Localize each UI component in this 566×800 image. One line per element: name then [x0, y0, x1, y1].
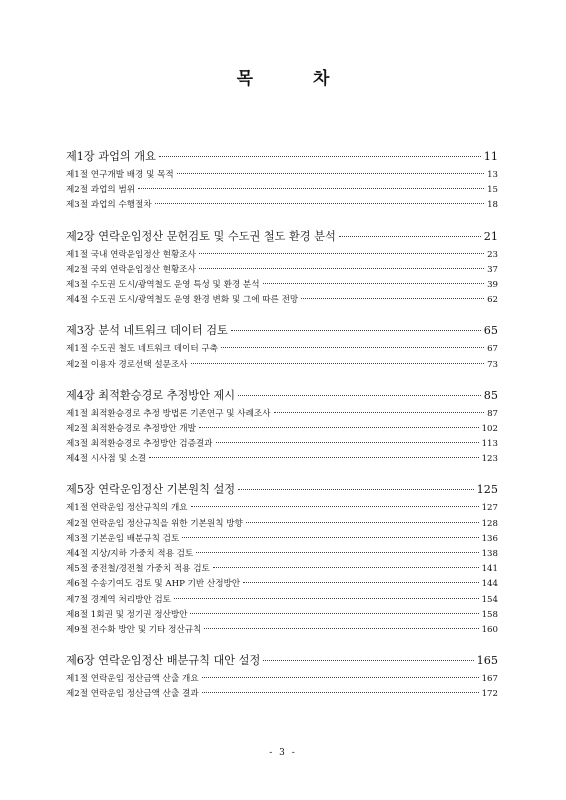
toc-section-entry[interactable]: [66, 623, 498, 638]
toc-section-page: 141: [481, 564, 498, 575]
toc-section-page: 102: [481, 423, 498, 434]
toc-section-entry[interactable]: [66, 577, 498, 592]
toc-section-entry[interactable]: [66, 532, 498, 547]
toc-section-title: 제2절 국외 연락운임정산 현황조사: [66, 264, 196, 275]
toc-section-title: 제9절 전수화 방안 및 기타 정산규칙: [66, 624, 202, 635]
toc-section-title: 제1절 연락운임 정산규칙의 개요: [66, 503, 188, 514]
dot-leader: [216, 442, 479, 443]
toc-section-entry[interactable]: [66, 183, 498, 198]
dot-leader: [174, 598, 479, 599]
toc-section-entry[interactable]: [66, 278, 498, 293]
toc-chapter-page: 65: [483, 324, 498, 338]
toc-section-page: 158: [481, 609, 498, 620]
toc-section-entry[interactable]: [66, 293, 498, 308]
toc-section-page: 18: [487, 200, 498, 211]
toc-chapter-page: 11: [483, 150, 498, 163]
toc-section-entry[interactable]: [66, 437, 498, 452]
dot-leader: [274, 412, 485, 413]
toc-section-entry[interactable]: [66, 452, 498, 467]
toc-section-title: 제4절 수도권 도시/광역철도 운영 환경 변화 및 그에 따른 전망: [66, 295, 299, 306]
toc-chapter-title: 제2장 연락운임정산 문헌검토 및 수도권 철도 환경 분석: [66, 229, 336, 243]
toc-section-title: 제3절 기본운임 배분규칙 검토: [66, 533, 180, 544]
dot-leader: [155, 203, 484, 204]
toc-chapter-entry[interactable]: [66, 481, 498, 499]
dot-leader: [149, 457, 479, 458]
dot-leader: [182, 537, 478, 538]
toc-section-entry[interactable]: [66, 672, 498, 687]
toc-chapter-title: 제3장 분석 네트워크 데이터 검토: [66, 324, 228, 338]
page-number: - 3 -: [269, 748, 297, 758]
toc-section-page: 13: [487, 170, 498, 180]
toc-section-title: 제3절 수도권 도시/광역철도 운영 특성 및 환경 분석: [66, 279, 260, 290]
toc-chapter: [66, 228, 498, 309]
toc-section-title: 제1절 최적환승경로 추정 방법론 기존연구 및 사례조사: [66, 408, 271, 419]
toc-section-page: 144: [481, 579, 498, 590]
toc-section-page: 136: [481, 533, 498, 544]
toc-section-page: 39: [487, 279, 498, 290]
dot-leader: [238, 395, 481, 396]
dot-leader: [301, 298, 484, 299]
toc-chapter: [66, 387, 498, 468]
toc-section-entry[interactable]: [66, 263, 498, 278]
toc-section-title: 제8절 1회권 및 정기권 정산방안: [66, 609, 188, 620]
toc-chapter-title: 제1장 과업의 개요: [66, 150, 156, 163]
toc-chapter-page: 125: [476, 483, 498, 497]
toc-chapter-entry[interactable]: [66, 652, 498, 670]
toc-section-entry[interactable]: [66, 593, 498, 608]
page-title-part-2: 차: [313, 69, 330, 89]
toc-section-title: 제7절 경계역 처리방안 검토: [66, 594, 171, 605]
toc-chapter: [66, 481, 498, 638]
toc-section-page: 138: [481, 549, 498, 559]
toc-section-page: 123: [481, 454, 498, 465]
toc-section-entry[interactable]: [66, 358, 498, 373]
dot-leader: [199, 427, 479, 428]
dot-leader: [159, 156, 481, 157]
toc-section-entry[interactable]: [66, 517, 498, 532]
dot-leader: [213, 567, 479, 568]
toc-section-entry[interactable]: [66, 407, 498, 422]
toc-chapter: [66, 652, 498, 702]
toc-section-title: 제3절 최적환승경로 추정방안 검증결과: [66, 439, 213, 450]
dot-leader: [199, 253, 484, 254]
toc-chapter-title: 제4장 최적환승경로 추정방안 제시: [66, 388, 236, 402]
dot-leader: [231, 330, 481, 331]
toc-section-title: 제3절 과업의 수행절차: [66, 200, 152, 211]
toc-chapter-page: 165: [476, 654, 498, 668]
dot-leader: [204, 628, 478, 629]
toc-chapter-title: 제5장 연락운임정산 기본원칙 설정: [66, 483, 236, 497]
toc-chapter-page: 85: [483, 388, 498, 402]
dot-leader: [263, 283, 485, 284]
dot-leader: [196, 552, 478, 553]
toc-section-title: 제6절 수송기여도 검토 및 AHP 기반 산정방안: [66, 579, 241, 590]
toc-section-page: 23: [487, 249, 498, 260]
dot-leader: [177, 173, 484, 174]
toc-section-entry[interactable]: [66, 198, 498, 213]
dot-leader: [202, 677, 479, 678]
toc-section-entry[interactable]: [66, 342, 498, 357]
toc-section-title: 제5절 중전철/경전철 가중치 적용 검토: [66, 564, 210, 575]
toc-chapter-entry[interactable]: [66, 387, 498, 405]
toc-section-title: 제1절 국내 연락운임정산 현황조사: [66, 249, 196, 260]
dot-leader: [202, 692, 479, 693]
toc-section-title: 제2절 연락운임 정산규칙을 위한 기본원칙 방향: [66, 518, 243, 529]
dot-leader: [263, 660, 473, 661]
toc-section-page: 128: [481, 518, 498, 529]
toc-section-title: 제2절 최적환승경로 추정방안 개발: [66, 423, 196, 434]
toc-section-title: 제4절 시사점 및 소결: [66, 454, 147, 465]
dot-leader: [238, 489, 474, 490]
toc-section-title: 제2절 과업의 범위: [66, 185, 136, 196]
toc-section-page: 154: [481, 594, 498, 605]
toc-section-entry[interactable]: [66, 547, 498, 562]
toc-section-title: 제1절 연락운임 정산금액 산출 개요: [66, 674, 199, 685]
toc-section-page: 37: [487, 264, 498, 275]
dot-leader: [138, 188, 484, 189]
dot-leader: [243, 582, 478, 583]
table-of-contents: [66, 148, 498, 703]
page-title: [0, 64, 566, 89]
toc-section-entry[interactable]: [66, 562, 498, 577]
toc-section-entry[interactable]: [66, 608, 498, 623]
dot-leader: [221, 347, 484, 348]
toc-section-title: 제2절 연락운임 정산금액 산출 결과: [66, 689, 199, 700]
toc-chapter-entry[interactable]: [66, 322, 498, 340]
toc-section-title: 제1절 수도권 철도 네트워크 데이터 구축: [66, 344, 218, 355]
toc-section-entry[interactable]: [66, 687, 498, 702]
toc-section-page: 87: [487, 408, 498, 419]
toc-section-title: 제4절 지상/지하 가중치 적용 검토: [66, 549, 194, 559]
toc-section-title: 제2절 이용자 경로선택 설문조사: [66, 359, 188, 370]
toc-section-page: 67: [487, 344, 498, 355]
dot-leader: [191, 506, 479, 507]
toc-section-page: 167: [481, 674, 498, 685]
dot-leader: [190, 613, 478, 614]
toc-section-entry[interactable]: [66, 422, 498, 437]
toc-chapter-title: 제6장 연락운임정산 배분규칙 대안 설정: [66, 654, 261, 668]
toc-chapter: [66, 148, 498, 214]
toc-section-page: 15: [487, 185, 498, 196]
dot-leader: [246, 522, 479, 523]
toc-section-page: 127: [481, 503, 498, 514]
toc-section-page: 172: [481, 689, 498, 700]
toc-section-page: 62: [487, 295, 498, 306]
page-title-part-1: 목: [236, 69, 253, 89]
toc-chapter: [66, 322, 498, 372]
toc-chapter-entry[interactable]: [66, 228, 498, 246]
dot-leader: [191, 363, 484, 364]
toc-section-page: 113: [481, 439, 498, 450]
toc-section-page: 73: [487, 359, 498, 370]
dot-leader: [339, 236, 481, 237]
toc-section-entry[interactable]: [66, 501, 498, 516]
dot-leader: [199, 268, 484, 269]
toc-section-title: 제1절 연구개발 배경 및 목적: [66, 170, 174, 180]
toc-chapter-page: 21: [483, 229, 498, 243]
toc-section-entry[interactable]: [66, 248, 498, 263]
toc-section-entry[interactable]: [66, 168, 498, 183]
toc-section-page: 160: [481, 624, 498, 635]
toc-chapter-entry[interactable]: [66, 148, 498, 166]
